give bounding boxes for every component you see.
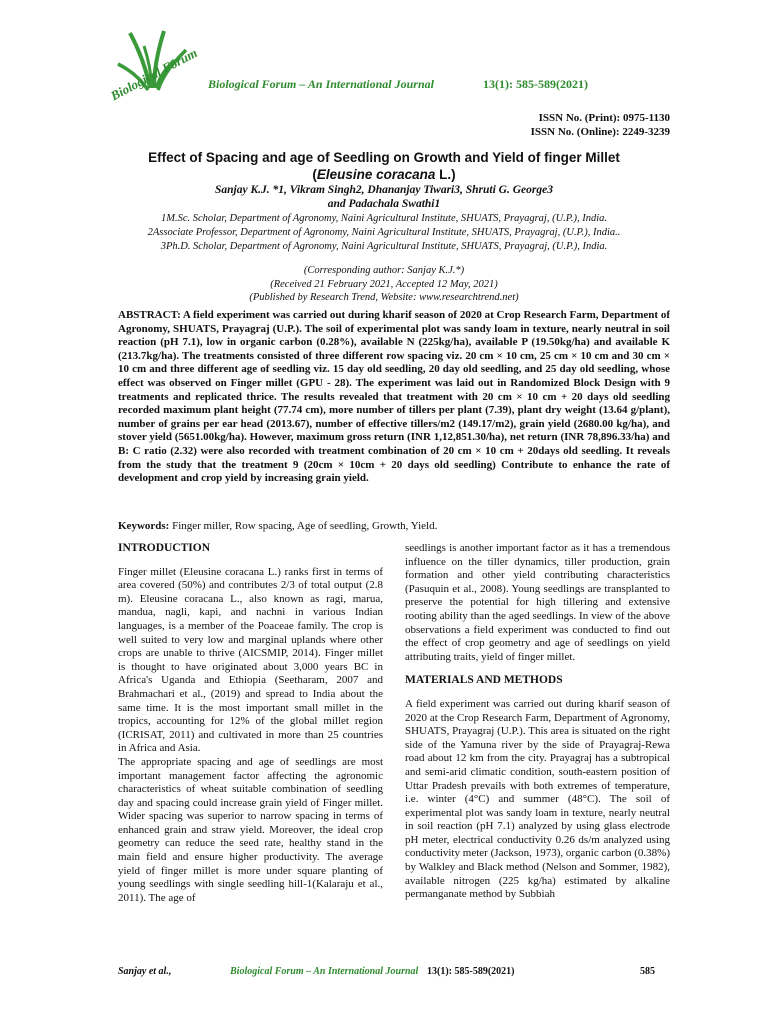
publisher-info: (Published by Research Trend, Website: www.researchtrend.net) — [249, 292, 519, 303]
intro-paragraph-3: seedlings is another important factor as it has a tremendous influence on the tiller dynamics, tiller production, grain formation and other yield contributing characteristics (Pasuquin et al., 2008). Young seedlings are transplanted to preserve the potential for high tillering and extensive rooting ability than the aged seedlings. In view of the above observations a field experiment was conducted to find out the effect of crop geometry and age of seedlings on yield attributing traits, yield of finger millet. — [405, 542, 670, 663]
issn-online: ISSN No. (Online): 2249-3239 — [530, 126, 670, 138]
keywords: Keywords: Finger miller, Row spacing, Age of seedling, Growth, Yield. — [118, 520, 438, 532]
corresponding-author: (Corresponding author: Sanjay K.J.*) — [303, 265, 465, 276]
left-column — [118, 542, 383, 905]
abstract: ABSTRACT: A field experiment was carried out during kharif season of 2020 at Crop Research Farm, Department of Agronomy, SHUATS, Prayagraj (U.P.). The soil of experimental plot was sandy loam in texture, nearly neutral in soil reaction (pH 7.1), low in organic carbon (0.28%), available N (225kg/ha), available P (19.50kg/ha) and available K (213.7kg/ha). The treatments consisted of three different row spacing viz. 20 cm × 10 cm, 25 cm × 10 cm and 30 cm × 10 cm and three different age of seedling viz. 15 day old seedling, 20 day old seedling, and 25 day old seedling, whose effect was observed on Finger millet (GPU - 28). The experiment was laid out in Randomized Block Design with 9 treatments and replicated thrice. The results revealed that treatment with 20 cm × 10 cm + 20 days old seedling recorded maximum plant height (77.74 cm), more number of tillers per plant (7.39), plant dry weight (13.64 g/plant), number of grains per ear head (2013.67), number of effective tillers/m2 (149.17/m2), grain yield (2680.00 kg/ha), and stover yield (5651.00kg/ha). However, maximum gross return (INR 1,12,851.30/ha), net return (INR 78,896.33/ha) and B: C ratio (2.32) were also recorded with treatment combination of 20 cm × 10 cm + 20days old seedling. It reveals from the study that the treatment 9 (20cm × 10cm + 20 days old seedling) Contribute to enhance the rate of development and crop yield by increasing grain yield. — [118, 309, 670, 485]
journal-logo — [108, 28, 198, 128]
affiliation-2: 2Associate Professor, Department of Agronomy, Naini Agricultural Institute, SHUATS, Prayagraj, (U.P.), India.. — [147, 227, 621, 238]
footer-page-number: 585 — [640, 966, 655, 977]
paper-title-line2: (Eleusine coracana L.) — [312, 167, 456, 182]
methods-paragraph-1: A field experiment was carried out during kharif season of 2020 at the Crop Research Farm, Department of Agronomy, SHUATS, Prayagraj (U.P.). This area is situated on the right side of the Yamuna river by the side of Prayagraj-Rewa road about 12 km from the city. Prayagraj has a subtropical and semi-arid climatic condition, south-eastern position of Uttar Pradesh prevails with both extremes of temperature, i.e. winter (4°C) and summer (48°C). The soil of experimental plot was sandy loam in texture, nearly neutral in soil reaction (pH 7.1) analyzed by using glass electrode pH meter, electrical conductivity 0.26 ds/m analyzed using conductivity meter (Jackson, 1973), organic carbon (0.38%) by Walkley and Black method (Nelson and Sommer, 1982), available nitrogen (225 kg/ha) estimated by alkaline permanganate method by Subbiah — [405, 697, 670, 901]
methods-heading: MATERIALS AND METHODS — [405, 674, 563, 687]
journal-name: Biological Forum – An International Journal — [208, 77, 434, 91]
right-column — [405, 542, 670, 902]
logo-text: Biological Forum — [108, 45, 200, 104]
footer-author: Sanjay et al., — [118, 966, 172, 977]
affiliation-1: 1M.Sc. Scholar, Department of Agronomy, Naini Agricultural Institute, SHUATS, Prayagraj, (U.P.), India. — [160, 213, 608, 224]
species-name: Eleusine coracana — [316, 167, 436, 182]
authors-line2: and Padachala Swathi1 — [327, 198, 441, 210]
received-dates: (Received 21 February 2021, Accepted 12 May, 2021) — [270, 279, 498, 290]
footer-journal: Biological Forum – An International Journal — [230, 966, 419, 977]
paper-title-line1: Effect of Spacing and age of Seedling on Growth and Yield of finger Millet — [148, 150, 620, 165]
introduction-heading: INTRODUCTION — [118, 542, 211, 554]
authors-line1: Sanjay K.J. *1, Vikram Singh2, Dhananjay Tiwari3, Shruti G. George3 — [215, 184, 553, 196]
journal-volume: 13(1): 585-589(2021) — [483, 77, 588, 91]
intro-paragraph-1: Finger millet (Eleusine coracana L.) ranks first in terms of area covered (50%) and contributes 2/3 of total output (2.8 m). Eleusine coracana L., also known as ragi, marua, mandua, nagli, kapi, and nachni in various Indian languages, is a member of the Poaceae family. The crop is well suited to very low and marginal uplands where other crops are unable to thrive (AICSMIP, 2014). Finger millet is thought to have originated about 3,000 years BC in Africa's Uganda and Ethiopia (Seetharam, 2007 and Brahmachari et al., (2019) and spread to India about the same time. It is the most important small millet in the tropics, accounting for 12% of the global millet region (ICRISAT, 2011) and cultivated in more than 25 countries in Africa and Asia. — [118, 565, 383, 755]
intro-paragraph-2: The appropriate spacing and age of seedlings are most important management factor affecting the agronomic characteristics of wheat suitable combination of seedling day and spacing could increase grain yield of Finger millet. Wider spacing was superior to narrow spacing in terms of enhanced grain and straw yield. Moreover, the ideal crop geometry can reduce the seed rate, healthy stand in the main field and ensure higher productivity. The average yield of finger millet is more under square planting of young seedlings with single seedling hill-1(Kalaraju et al., 2011). The age of — [118, 755, 383, 904]
affiliation-3: 3Ph.D. Scholar, Department of Agronomy, Naini Agricultural Institute, SHUATS, Prayagraj, (U.P.), India. — [160, 241, 608, 252]
footer-volume: 13(1): 585-589(2021) — [427, 966, 515, 977]
issn-print: ISSN No. (Print): 0975-1130 — [538, 112, 670, 124]
